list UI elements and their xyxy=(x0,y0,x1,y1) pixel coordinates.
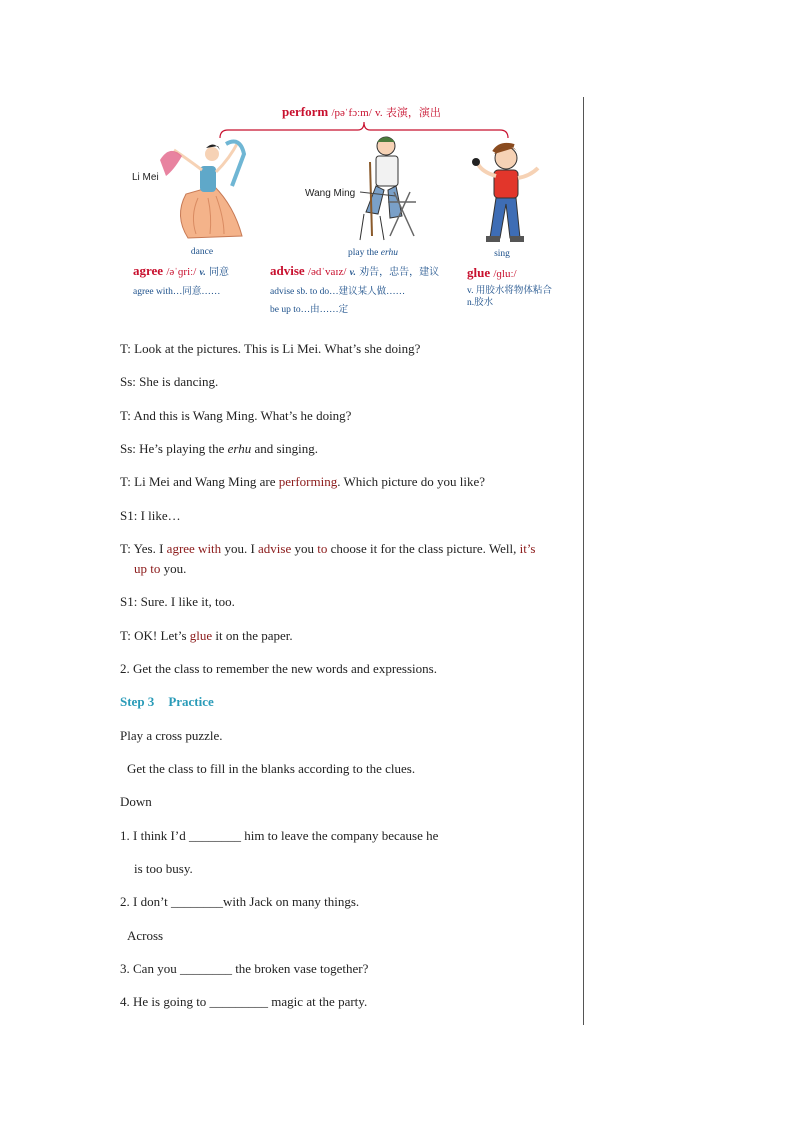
puzzle-clue: 3. Can you ________ the broken vase together? xyxy=(120,961,369,976)
instruction-line: 2. Get the class to remember the new words and expressions. xyxy=(120,661,437,676)
highlight-up-to: up to xyxy=(134,561,161,576)
dialogue-line: S1: I like… xyxy=(120,508,181,523)
puzzle-clue: 1. I think I’d ________ him to leave the company because he xyxy=(120,828,439,843)
instruction-line: Get the class to fill in the blanks according to the clues. xyxy=(127,761,416,776)
title-pos: v. xyxy=(375,107,383,119)
dialogue-line: Ss: He’s playing the erhu and singing. xyxy=(120,441,319,456)
vocab-glue: glue /ɡluː/ xyxy=(467,265,517,280)
dialogue-line: T: Li Mei and Wang Ming are performing. Which picture do you like? xyxy=(120,474,485,489)
vocab-glue-noun: n.胶水 xyxy=(467,298,494,308)
vocab-agree-phrase: agree with…同意…… xyxy=(133,287,221,297)
vocab-upto-phrase: be up to…由……定 xyxy=(270,305,349,315)
caption-dance: dance xyxy=(190,247,214,257)
highlight-its: it’s xyxy=(519,541,536,556)
puzzle-clue-cont: is too busy. xyxy=(134,861,193,876)
instruction-line: Play a cross puzzle. xyxy=(120,728,223,743)
vocab-advise: advise /ədˈvaɪz/ v. 劝告，忠告，建议 xyxy=(270,263,440,278)
dialogue-line: T: Yes. I agree with you. I advise you to choose it for the class picture. Well, it’s xyxy=(120,541,536,556)
dialogue-line: S1: Sure. I like it, too. xyxy=(120,594,235,609)
highlight-performing: performing xyxy=(278,474,338,489)
caption-erhu: erhu xyxy=(380,248,398,258)
vocab-glue-verb: v. 用胶水将物体粘合 xyxy=(467,286,552,296)
dialogue-line: T: Look at the pictures. This is Li Mei. What’s she doing? xyxy=(120,341,421,356)
dancer-image xyxy=(156,136,248,244)
section-label-across: Across xyxy=(127,928,164,943)
title-phonetic: /pəˈfɔːm/ xyxy=(331,107,372,119)
erhu-term: erhu xyxy=(227,441,252,456)
section-label-down: Down xyxy=(120,794,152,809)
name-wang-ming: Wang Ming xyxy=(305,188,356,199)
vocabulary-figure xyxy=(118,100,578,320)
highlight-agree-with: agree with xyxy=(166,541,222,556)
vocab-agree: agree /əˈɡriː/ v. 同意 xyxy=(133,263,230,278)
erhu-player-image xyxy=(350,132,422,244)
puzzle-clue: 2. I don’t ________with Jack on many things. xyxy=(120,894,360,909)
vocab-advise-phrase: advise sb. to do…建议某人做…… xyxy=(270,287,406,297)
dialogue-line: T: OK! Let’s glue it on the paper. xyxy=(120,628,293,643)
highlight-advise: advise xyxy=(258,541,292,556)
caption-play-erhu: play the erhu xyxy=(348,248,398,258)
highlight-to: to xyxy=(317,541,328,556)
highlight-glue: glue xyxy=(189,628,213,643)
dialogue-line-cont: up to you. xyxy=(134,561,187,576)
singer-image xyxy=(464,140,544,246)
table-border-line xyxy=(583,97,584,1025)
step-heading: Step 3 Practice xyxy=(120,694,214,709)
dialogue-line: Ss: She is dancing. xyxy=(120,374,219,389)
caption-sing: sing xyxy=(494,249,510,259)
title-word: perform xyxy=(282,104,329,119)
title-chinese: 表演，演出 xyxy=(385,107,441,119)
name-li-mei: Li Mei xyxy=(132,172,159,183)
dialogue-line: T: And this is Wang Ming. What’s he doing? xyxy=(120,408,352,423)
puzzle-clue: 4. He is going to _________ magic at the party. xyxy=(120,994,368,1009)
